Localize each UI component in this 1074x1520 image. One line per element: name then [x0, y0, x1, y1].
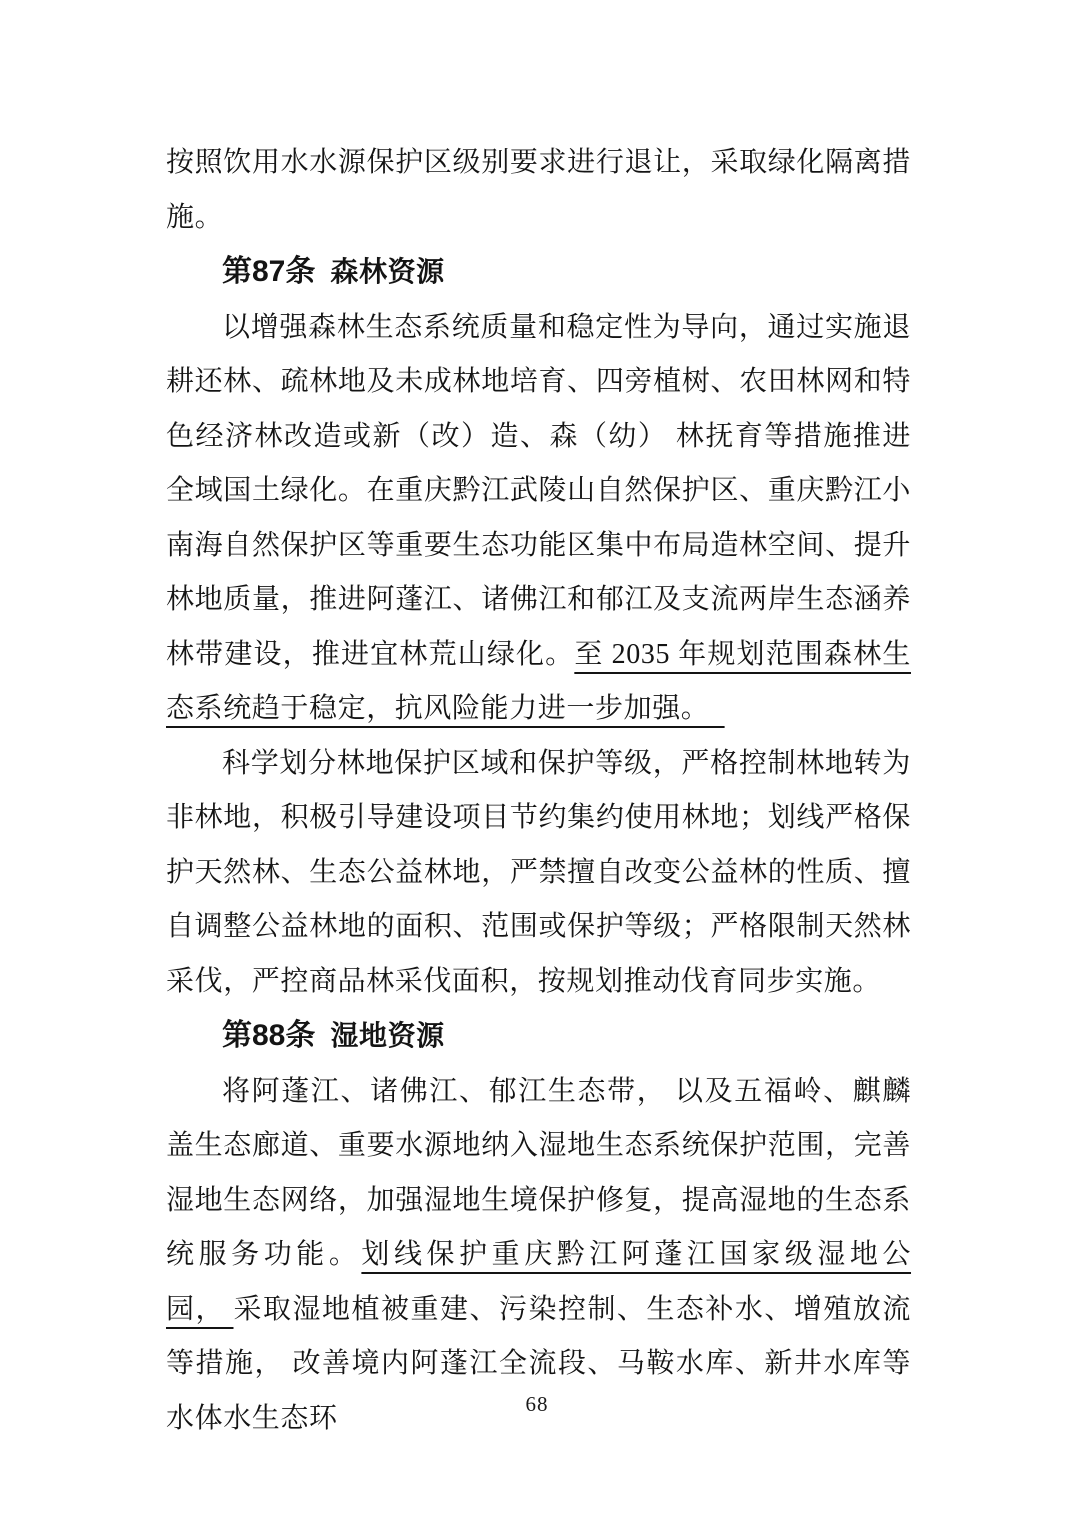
body-paragraph: [166, 301, 911, 737]
text-run: 科学划分林地保护区域和保护等级，严格控制林地转为非林地，积极引导建设项目节约集约使用林地；划线严格保护天然林、生态公益林地，严禁擅自改变公益林的性质、擅自调整公益林地的面积、范围或保护等级；严格限制天然林采伐，严控商品林采伐面积，按规划推动伐育同步实施。: [166, 747, 911, 997]
article-number: 第88条: [222, 1019, 316, 1052]
article-title: 森林资源: [330, 257, 445, 288]
body-paragraph: [166, 136, 911, 245]
article-title: 湿地资源: [330, 1021, 445, 1052]
body-paragraph: [166, 737, 911, 1010]
article-heading: [166, 1009, 911, 1065]
document-body: [166, 136, 911, 1446]
text-run: 采取湿地植被重建、污染控制、生态补水、增殖放流等措施， 改善境内阿蓬江全流段、马鞍水库、新井水库等水体水生态环: [166, 1293, 911, 1434]
underlined-text-run: 划线保护重庆黔江阿蓬江国家级湿地公园，: [166, 1239, 912, 1325]
underlined-text-run: 至 2035 年规划范围森林生态系统趋于稳定，抗风险能力进一步加强。: [166, 638, 911, 724]
text-run: 以增强森林生态系统质量和稳定性为导向，通过实施退耕还林、疏林地及未成林地培育、四旁植树、农田林网和特色经济林改造或新（改）造、森（幼） 林抚育等措施推进全域国土绿化。在重庆黔江武陵山自然保护区、重庆黔江小南海自然保护区等重要生态功能区集中布局造林空间、提升林地质量，推进阿蓬江、诸佛江和郁江及支流两岸生态涵养林带建设，推进宜林荒山绿化。: [166, 311, 911, 670]
text-run: 将阿蓬江、诸佛江、郁江生态带， 以及五福岭、麒麟盖生态廊道、重要水源地纳入湿地生态系统保护范围，完善湿地生态网络，加强湿地生境保护修复，提高湿地的生态系统服务功能。: [166, 1075, 911, 1270]
article-heading: [166, 245, 911, 301]
text-run: 按照饮用水水源保护区级别要求进行退让，采取绿化隔离措施。: [166, 147, 911, 233]
article-number: 第87条: [222, 255, 316, 288]
body-paragraph: [166, 1065, 911, 1447]
page-number: 68: [525, 1392, 549, 1416]
